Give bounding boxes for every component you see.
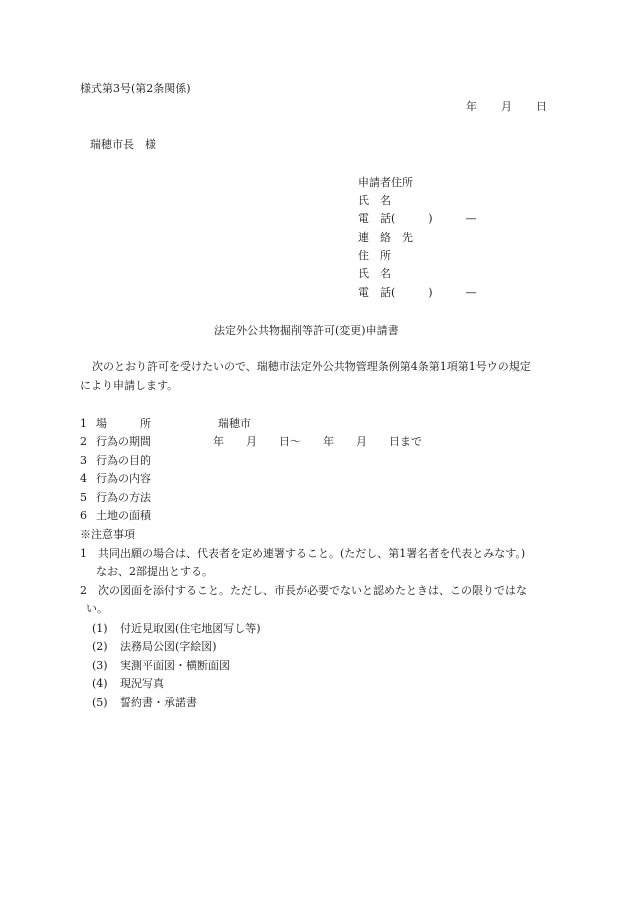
note-2-line-2: い。 (86, 602, 108, 615)
attachment-label: 法務局公図(字絵図) (120, 640, 217, 653)
date-year: 年 (466, 100, 477, 113)
intro-line-2: により申請します。 (80, 379, 179, 392)
contact-phone-label: 電 話( ) — (358, 286, 477, 299)
item-label: 土地の面積 (96, 509, 151, 522)
item-number: 4 (80, 472, 87, 485)
note-1-line-1: 1 共同出願の場合は、代表者を定め連署すること。(ただし、第1署名者を代表とみなす。) (80, 547, 526, 560)
item-label: 行為の期間 (96, 435, 151, 448)
item-value: 年 月 日～ 年 月 日まで (213, 435, 422, 448)
item-number: 2 (80, 435, 87, 448)
contact-label: 連 絡 先 (358, 231, 413, 244)
notes-heading: ※注意事項 (80, 528, 135, 541)
form-label: 様式第3号(第2条関係) (80, 82, 191, 95)
attachment-number: (1) (92, 622, 108, 635)
attachment-number: (3) (92, 659, 108, 672)
contact-name-label: 氏 名 (358, 267, 391, 280)
applicant-address-label: 申請者住所 (358, 176, 413, 189)
item-value: 瑞穂市 (218, 417, 251, 430)
item-label: 行為の内容 (96, 472, 151, 485)
attachment-number: (2) (92, 640, 108, 653)
attachment-label: 実測平面図・横断面図 (120, 659, 230, 672)
item-label: 行為の目的 (96, 454, 151, 467)
contact-address-label: 住 所 (358, 249, 391, 262)
attachment-label: 付近見取図(住宅地図写し等) (120, 622, 261, 635)
item-number: 3 (80, 454, 87, 467)
attachment-label: 誓約書・承諾書 (120, 696, 197, 709)
attachment-label: 現況写真 (120, 677, 164, 690)
date-day: 日 (536, 100, 547, 113)
applicant-name-label: 氏 名 (358, 194, 391, 207)
item-number: 6 (80, 509, 87, 522)
note-2-line-1: 2 次の図面を添付すること。ただし、市長が必要でないと認めたときは、この限りではな (80, 584, 527, 597)
note-1-line-2: なお、2部提出とする。 (96, 565, 213, 578)
item-label: 行為の方法 (96, 491, 151, 504)
item-label: 場 所 (96, 417, 151, 430)
item-number: 5 (80, 491, 87, 504)
item-number: 1 (80, 417, 87, 430)
document-title: 法定外公共物掘削等許可(変更)申請書 (214, 324, 399, 337)
addressee: 瑞穂市長 様 (90, 138, 156, 151)
intro-line-1: 次のとおり許可を受けたいので、瑞穂市法定外公共物管理条例第4条第1項第1号ウの規定 (92, 360, 531, 373)
date-month: 月 (501, 100, 512, 113)
attachment-number: (5) (92, 696, 108, 709)
attachment-number: (4) (92, 677, 108, 690)
applicant-phone-label: 電 話( ) — (358, 212, 477, 225)
